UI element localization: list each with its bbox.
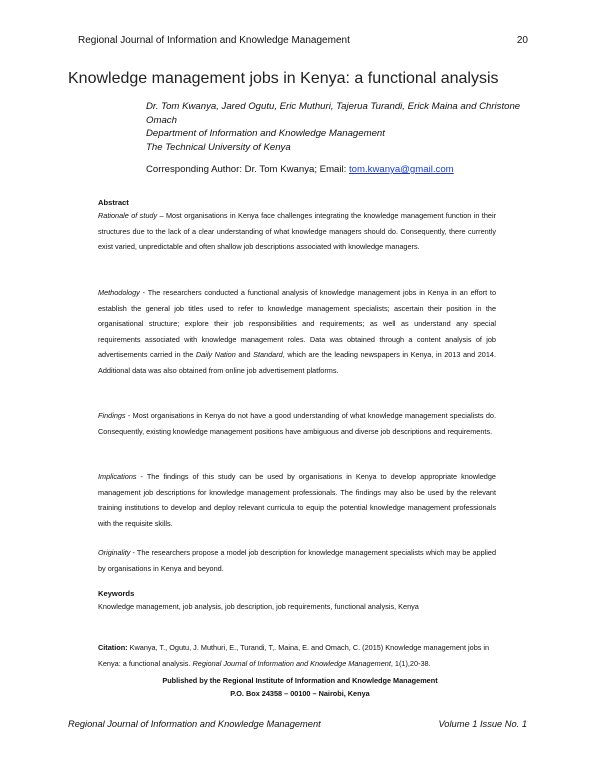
abstract-rationale — [98, 208, 496, 255]
methodology-source-daily-nation: Daily Nation — [195, 350, 236, 360]
methodology-source-standard: Standard — [253, 350, 283, 360]
findings-label: Findings — [98, 411, 126, 420]
abstract-heading: Abstract — [98, 198, 129, 207]
implications-label: Implications — [98, 472, 137, 481]
citation-label: Citation: — [98, 643, 128, 652]
publisher-line: Published by the Regional Institute of Information and Knowledge Management — [162, 676, 438, 685]
methodology-text: - The researchers conducted a functional analysis of knowledge management jobs in Kenya in an effort to establish the general job titles used to refer to knowledge management specialists; ascertain their position in the organisational structure; explore their job responsibilities and requirements; as well as understand any special requirements associated with knowledge management roles. Data was obtained through a content analysis of job advertisements carried in the — [98, 288, 496, 360]
footer-journal: Regional Journal of Information and Knowledge Management — [68, 719, 321, 729]
abstract-methodology — [98, 285, 496, 379]
author-department: Department of Information and Knowledge Management — [146, 128, 385, 140]
citation-text: , 1(1),20-38. — [390, 658, 431, 668]
abstract-originality — [98, 545, 496, 576]
rationale-label: Rationale of study — [98, 211, 158, 220]
rationale-text: – Most organisations in Kenya face challenges integrating the knowledge management function in their structures due to the lack of a clear understanding of what knowledge managers should do. Consequently, there currently exist varied, unpredictable and often shallow job descriptions associated with knowledge managers. — [98, 211, 496, 252]
originality-label: Originality — [98, 548, 131, 557]
author-names: Dr. Tom Kwanya, Jared Ogutu, Eric Muthuri, Tajerua Turandi, Erick Maina and Christone Omach — [146, 101, 521, 126]
methodology-text: and — [235, 350, 254, 360]
author-block — [146, 100, 536, 154]
publisher-address: P.O. Box 24358 – 00100 – Nairobi, Kenya — [230, 688, 370, 698]
citation-block — [98, 640, 498, 671]
citation-text: Kwanya, T., Ogutu, J. Muthuri, E., Turandi, T,. Maina, E. and Omach, C. (2015) Knowledge management jobs in Kenya: a functional analysis. — [98, 643, 490, 668]
page-number: 20 — [516, 35, 528, 46]
citation-journal: Regional Journal of Information and Knowledge Management — [192, 658, 391, 668]
author-institution: The Technical University of Kenya — [146, 141, 291, 153]
methodology-label: Methodology — [98, 288, 140, 297]
footer-volume: Volume 1 Issue No. 1 — [438, 719, 527, 729]
running-header: Regional Journal of Information and Knowledge Management — [78, 35, 350, 46]
findings-text: - Most organisations in Kenya do not have a good understanding of what knowledge management specialists do. Consequently, existing knowledge management positions have ambiguous and diverse job descriptions and requirements. — [98, 411, 496, 436]
abstract-implications — [98, 469, 496, 531]
publisher-info — [0, 675, 600, 700]
paper-title: Knowledge management jobs in Kenya: a functional analysis — [68, 70, 499, 87]
corresponding-label: Corresponding Author: Dr. Tom Kwanya; Email: — [146, 164, 347, 175]
methodology-text: , which are the leading newspapers in Kenya, in 2013 and 2014. Additional data was also obtained from online job advertisement platforms. — [98, 350, 497, 375]
abstract-findings — [98, 408, 496, 439]
implications-text: - The findings of this study can be used by organisations in Kenya to develop appropriate knowledge management job descriptions for knowledge management professionals. The findings may also be used by the relevant training institutions to develop and deploy relevant curricula to equip the potential knowledge management professionals with the requisite skills. — [98, 472, 496, 528]
originality-text: - The researchers propose a model job description for knowledge management specialists which may be applied by organisations in Kenya and beyond. — [98, 548, 496, 573]
keywords-heading: Keywords — [98, 589, 135, 598]
corresponding-author — [146, 164, 454, 175]
email-link[interactable]: tom.kwanya@gmail.com — [349, 164, 454, 175]
keywords-text: Knowledge management, job analysis, job description, job requirements, functional analysis, Kenya — [98, 602, 419, 611]
